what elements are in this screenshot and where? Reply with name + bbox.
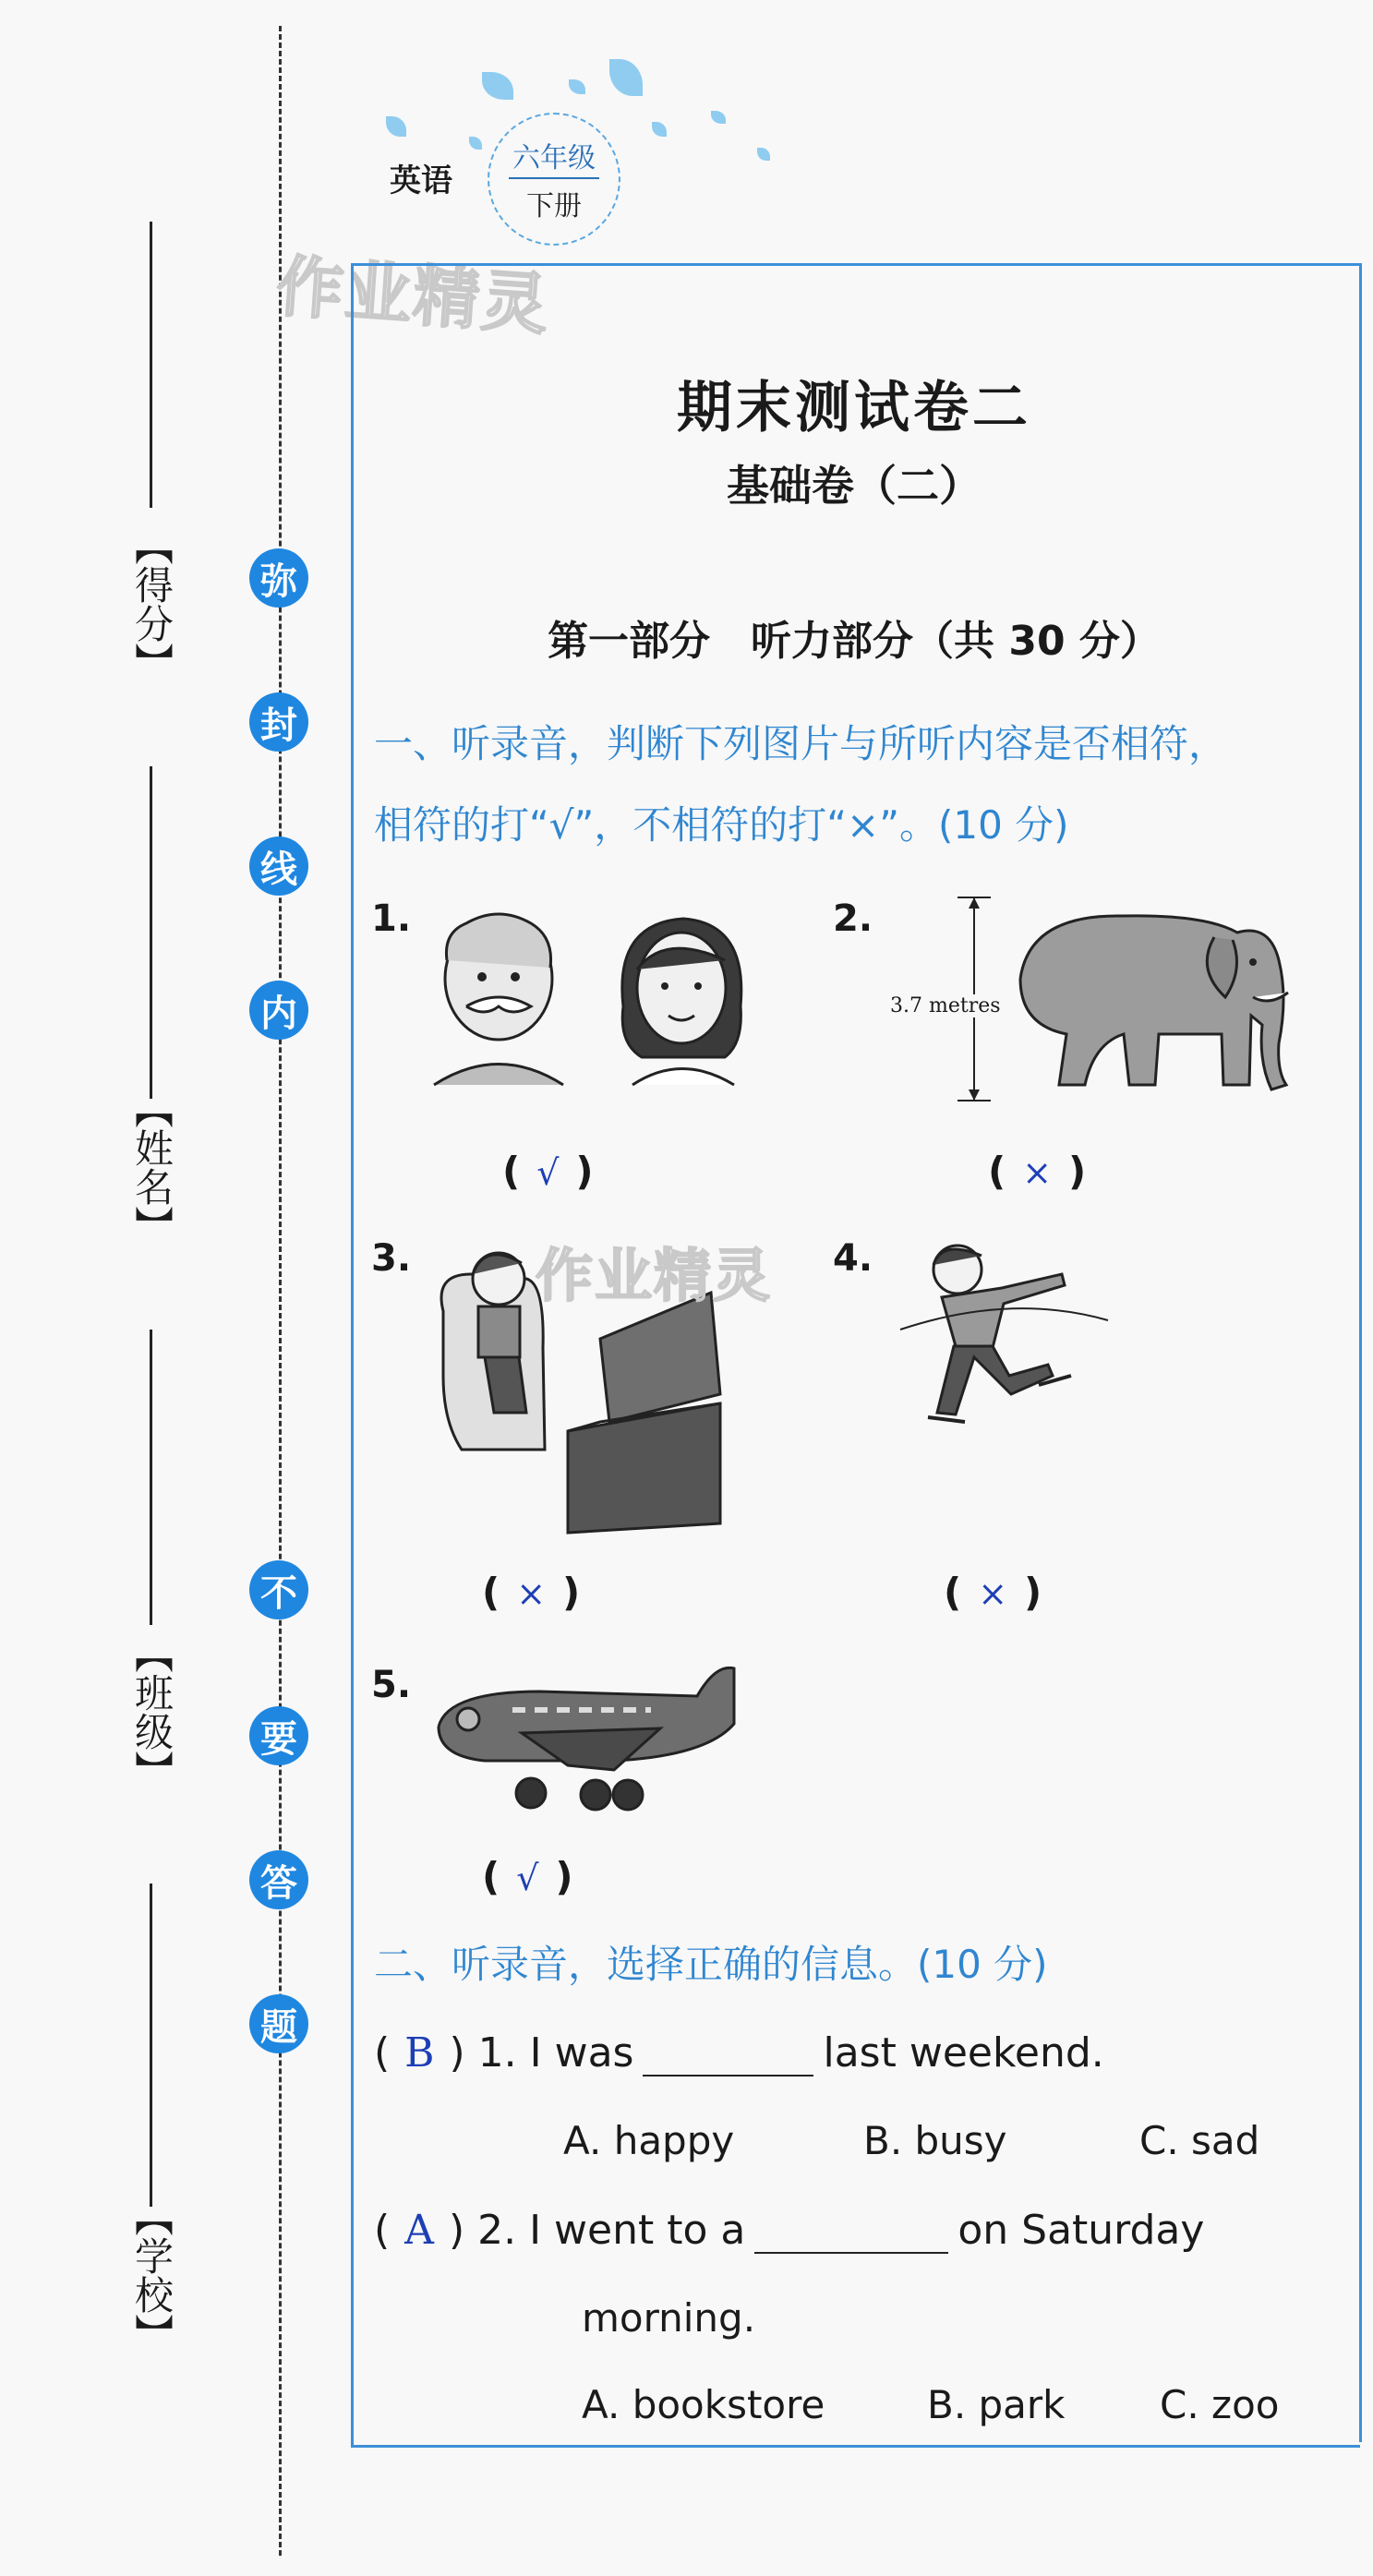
grandpa-woman-picture <box>416 896 785 1089</box>
item4-number: 4. <box>833 1237 873 1280</box>
seal-char-1: 弥 <box>249 548 308 608</box>
exam-frame-right-edge <box>1359 263 1362 2442</box>
item1-number: 1. <box>371 897 412 940</box>
class-field-label: 【班级】 <box>129 1634 175 1789</box>
score-field-label: 【得分】 <box>129 526 175 681</box>
question1 <box>374 2029 1104 2076</box>
item3-number: 3. <box>371 1237 412 1280</box>
airplane-picture <box>429 1655 762 1812</box>
question2-option-b: B. park <box>927 2382 1066 2427</box>
item1-answer: ( √ ) <box>502 1149 594 1194</box>
watermark-middle: 作业精灵 <box>536 1242 773 1309</box>
item2-answer: ( × ) <box>988 1149 1087 1194</box>
question1-open-paren: ( <box>374 2029 391 2076</box>
name-field-label: 【姓名】 <box>129 1089 175 1245</box>
seal-char-2: 封 <box>249 692 308 752</box>
item3-answer: ( × ) <box>482 1570 581 1615</box>
seal-char-3: 线 <box>249 837 308 896</box>
seal-char-6: 要 <box>249 1706 308 1765</box>
name-field-line <box>150 766 152 1099</box>
volume-text: 下册 <box>526 190 582 223</box>
item4-answer: ( × ) <box>944 1570 1042 1615</box>
question2-open-paren: ( <box>374 2207 391 2254</box>
question2-text-after: on Saturday <box>957 2207 1205 2254</box>
grade-badge <box>488 113 620 246</box>
question2-option-a: A. bookstore <box>582 2382 825 2427</box>
question1-option-b: B. busy <box>863 2118 1007 2163</box>
part-title: 第一部分 听力部分（共 30 分） <box>548 618 1161 665</box>
question2-continuation: morning. <box>582 2295 756 2341</box>
grade-text: 六年级 <box>509 135 599 179</box>
item5-answer: ( √ ) <box>482 1854 573 1899</box>
school-field-line <box>150 1884 152 2207</box>
section2-heading: 二、听录音，选择正确的信息。(10 分) <box>374 1942 1048 1987</box>
binding-cut-line <box>279 26 282 2556</box>
question2-text-before: ) 2. I went to a <box>448 2207 746 2254</box>
school-field-label: 【学校】 <box>129 2197 175 2353</box>
score-field-line <box>150 222 152 508</box>
elephant-height-label: 3.7 metres <box>890 994 1001 1017</box>
section1-heading-line1: 一、听录音，判断下列图片与所听内容是否相符， <box>374 721 1228 766</box>
question1-answer: B <box>404 2029 435 2076</box>
question1-text-after: last weekend. <box>823 2029 1104 2076</box>
question1-blank <box>643 2038 813 2076</box>
seal-char-7: 答 <box>249 1850 308 1909</box>
seal-char-5: 不 <box>249 1560 308 1619</box>
question2-answer: A <box>404 2207 434 2254</box>
question1-option-a: A. happy <box>563 2118 735 2163</box>
question2-blank <box>754 2215 948 2254</box>
exam-subtitle: 基础卷（二） <box>727 461 982 511</box>
watermark-top: 作业精灵 <box>274 247 553 344</box>
section1-heading-line2: 相符的打“√”，不相符的打“×”。(10 分) <box>374 802 1069 848</box>
class-field-line <box>150 1330 152 1625</box>
seal-char-8: 题 <box>249 1994 308 2053</box>
question1-option-c: C. sad <box>1139 2118 1260 2163</box>
item2-number: 2. <box>833 897 873 940</box>
question2-option-c: C. zoo <box>1160 2382 1280 2427</box>
boy-skating-picture <box>900 1237 1122 1440</box>
item5-number: 5. <box>371 1664 412 1706</box>
subject-label: 英语 <box>390 163 452 199</box>
question2 <box>374 2207 1204 2254</box>
seal-char-4: 内 <box>249 981 308 1040</box>
exam-title: 期末测试卷二 <box>677 376 1031 440</box>
section1-heading <box>374 704 1334 866</box>
question1-text-before: ) 1. I was <box>449 2029 634 2076</box>
